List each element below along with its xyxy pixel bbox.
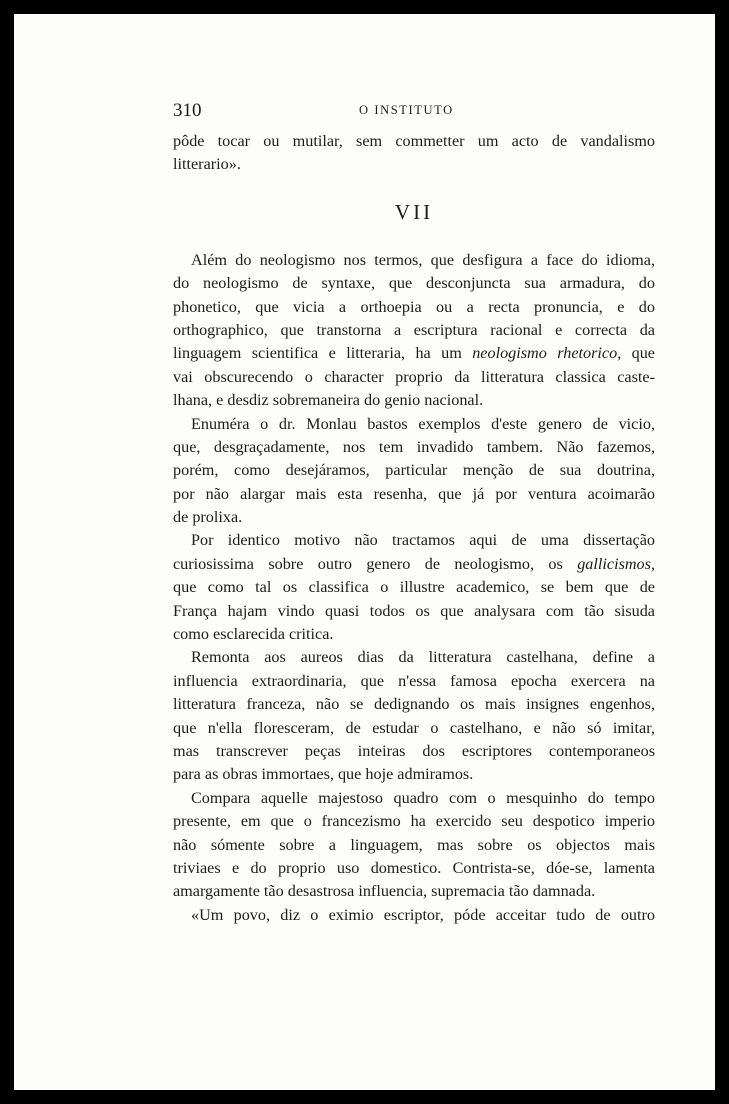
running-head: O INSTITUTO [359,103,454,117]
text-line [173,623,655,646]
text-run: litteratura franceza, não se dedignando os mais insignes engenhos, [173,695,655,714]
text-run: litterario». [173,155,241,174]
text-run: presente, em que o francezismo ha exercido seu despotico imperio [173,812,655,831]
body-text [173,130,655,927]
text-run: Por identico motivo não tractamos aqui de uma dissertação [191,531,655,550]
paragraph [173,249,655,413]
text-line [173,670,655,693]
text-run: lhana, e desdiz sobremaneira do genio nacional. [173,391,484,410]
text-run: do neologismo de syntaxe, que desconjuncta sua armadura, do [173,274,655,293]
text-run: linguagem scientifica e litteraria, ha um [173,344,473,363]
text-run: porém, como desejáramos, particular menção de sua doutrina, [173,461,655,480]
text-line [173,576,655,599]
text-run: Enuméra o dr. Monlau bastos exemplos d'este genero de vicio, [191,414,655,433]
text-line [173,600,655,623]
text-line [173,272,655,295]
text-run: Além do neologismo nos termos, que desfigura a face do idioma, [191,250,655,269]
text-run: , que [617,344,655,363]
text-run: Compara aquelle majestoso quadro com o mesquinho do tempo [191,788,655,807]
text-line [173,319,655,342]
text-run: pôde tocar ou mutilar, sem commetter um acto de vandalismo [173,132,655,150]
text-line [173,130,655,153]
text-line [173,296,655,319]
text-line [173,249,655,272]
text-line [173,366,655,389]
paragraph [173,413,655,530]
text-line [173,810,655,833]
book-page [14,14,715,1090]
italic-run: gallicismos, [577,554,655,573]
text-run: que como tal os classifica o illustre academico, se bem que de [173,578,655,597]
paragraph [173,130,655,177]
text-run: não sómente sobre a linguagem, mas sobre os objectos mais [173,835,655,854]
text-run: influencia extraordinaria, que n'essa famosa epocha exercera na [173,671,655,690]
text-line [173,787,655,810]
text-line [173,717,655,740]
paragraph [173,787,655,904]
page-number: 310 [173,100,202,121]
text-run: que, desgraçadamente, nos tem invadido tambem. Não fazemos, [173,437,655,456]
text-run: «Um povo, diz o eximio escriptor, póde acceitar tudo de outro [191,905,655,924]
text-line [173,529,655,552]
text-run: que n'ella floresceram, de estudar o castelhano, e não só imitar, [173,718,655,737]
text-run: triviaes e do proprio uso domestico. Contrista-se, dóe-se, lamenta [173,858,655,877]
text-run: vai obscurecendo o character proprio da litteratura classica caste- [173,367,655,386]
section-heading: VII [394,199,434,224]
text-run: Remonta aos aureos dias da litteratura castelhana, define a [191,648,655,667]
text-run: França hajam vindo quasi todos os que analysara com tão sisuda [173,601,655,620]
text-line [173,740,655,763]
italic-run: neologismo rhetorico [472,344,618,363]
text-line [173,506,655,529]
text-line [173,646,655,669]
text-line [173,880,655,903]
text-run: como esclarecida critica. [173,625,334,644]
text-line [173,483,655,506]
text-run: phonetico, que vicia a orthoepia ou a recta pronuncia, e do [173,297,655,316]
text-run: amargamente tão desastrosa influencia, supremacia tão damnada. [173,882,596,901]
paragraph [173,646,655,786]
text-line [173,693,655,716]
page-header [173,100,655,124]
text-run: de prolixa. [173,508,243,527]
text-line [173,436,655,459]
paragraph [173,529,655,646]
text-line [173,904,655,927]
text-run: mas transcrever peças inteiras dos escriptores contemporaneos [173,741,655,760]
text-line [173,153,655,176]
paragraph [173,904,655,927]
text-run: orthographico, que transtorna a escriptura racional e correcta da [173,320,655,339]
text-run: curiosissima sobre outro genero de neologismo, os [173,554,578,573]
text-run: por não alargar mais esta resenha, que já por ventura acoimarão [173,484,655,503]
text-line [173,389,655,412]
text-line [173,857,655,880]
text-line [173,763,655,786]
text-line [173,342,655,365]
text-line [173,413,655,436]
text-line [173,459,655,482]
text-line [173,834,655,857]
text-run: para as obras immortaes, que hoje admiramos. [173,765,474,784]
text-line [173,553,655,576]
